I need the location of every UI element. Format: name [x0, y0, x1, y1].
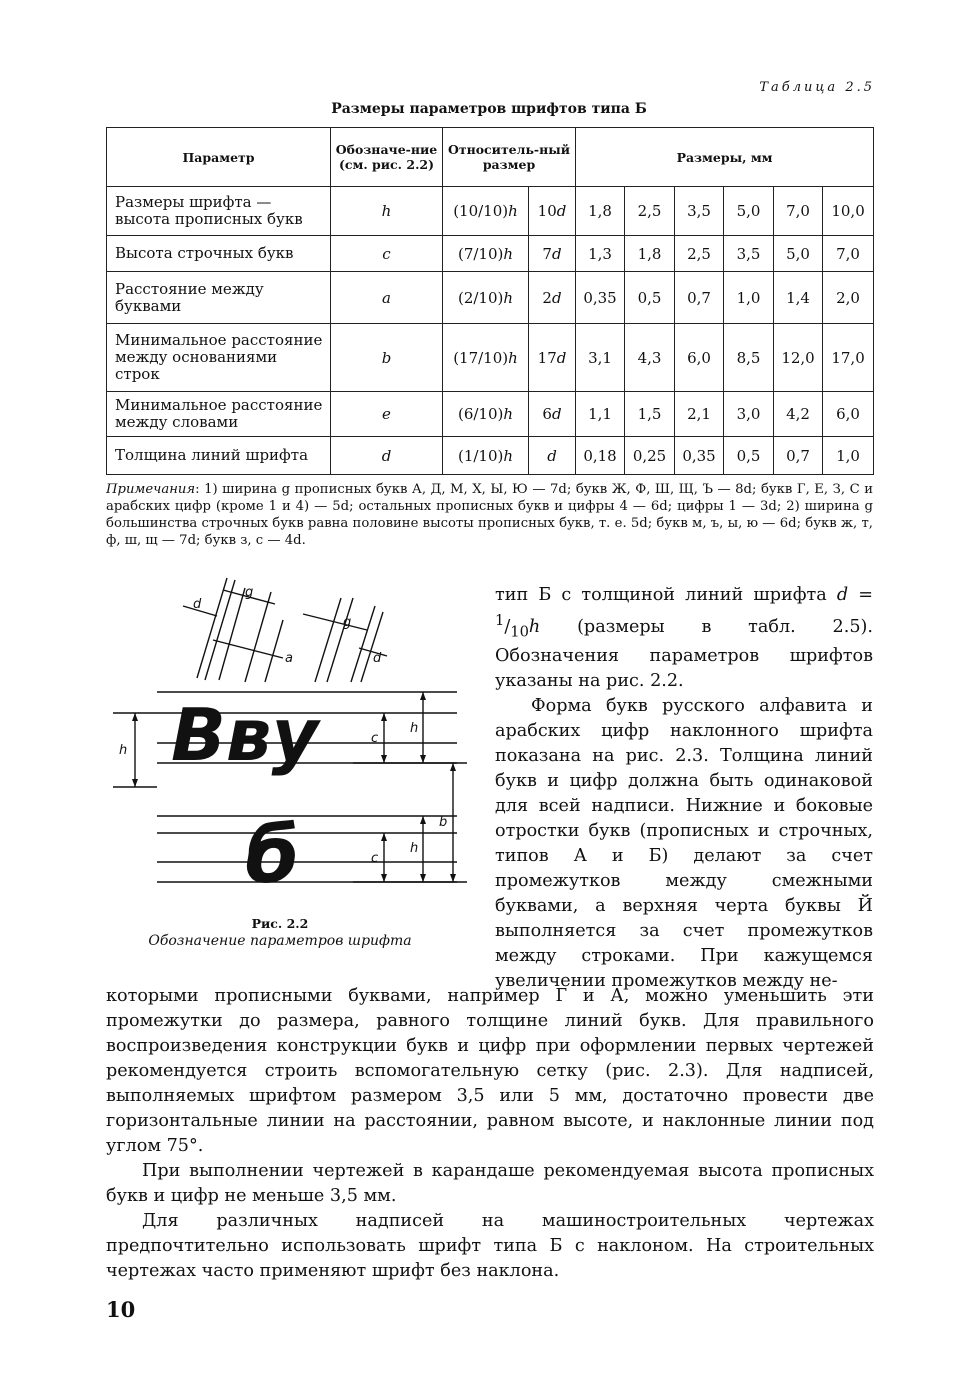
notes-label: Примечания: [106, 482, 196, 497]
rel-mult: 7: [542, 244, 552, 263]
p1-start: тип Б с толщиной линий шрифта: [495, 585, 827, 605]
paragraph-1: [495, 583, 873, 694]
paragraph-2-continued: которыми прописными буквами, например Г и А, можно уменьшить эти промежутки до размера, равного толщине линий букв. Для правильного воспроизведения конструкции букв и цифр при оформлении первых чертежей рекомендуется строить вспомогательную сетку (рис. 2.3). Для надписей, выполняемых шрифтом размером 3,5 или 5 мм, достаточно провести две горизонтальные линии на расстоянии, равном высоте, и наклонные линии под углом 75°.: [106, 986, 874, 1156]
figure-number: Рис. 2.2: [251, 916, 309, 931]
rel-d: d: [551, 244, 562, 263]
cell-size: 0,7: [675, 272, 724, 324]
rel-frac: (2/10): [457, 288, 504, 307]
slant-line: [197, 578, 227, 678]
cell-relative-d: [529, 187, 576, 236]
arrow: [420, 755, 426, 763]
table-row: [107, 392, 874, 437]
arrow: [381, 755, 387, 763]
p1-eq: =: [848, 585, 874, 605]
table-row: [107, 437, 874, 475]
font-parameters-figure: [105, 570, 470, 910]
table-row: [107, 324, 874, 392]
cell-size: 12,0: [774, 324, 823, 392]
cell-symbol: h: [331, 187, 443, 236]
header-relative: Относитель-ный размер: [443, 128, 576, 187]
cell-size: 0,7: [774, 437, 823, 475]
arrow: [420, 692, 426, 700]
cell-symbol: c: [331, 236, 443, 272]
label-d: d: [193, 597, 202, 612]
cell-size: 3,0: [724, 392, 774, 437]
cell-relative-d: [529, 324, 576, 392]
full-width-text: [106, 984, 874, 1284]
sample-uppercase: Bву: [171, 693, 319, 777]
arrow: [420, 874, 426, 882]
cell-size: 3,1: [576, 324, 625, 392]
rel-h: h: [503, 405, 514, 423]
label-c: c: [371, 731, 379, 746]
cell-size: 3,5: [724, 236, 774, 272]
arrow: [420, 816, 426, 824]
slant-line: [351, 606, 375, 682]
sample-lowercase: б: [245, 811, 300, 901]
rel-frac: (7/10): [457, 244, 504, 263]
cell-size: 2,1: [675, 392, 724, 437]
font-parameters-table: [106, 127, 874, 475]
arrow: [450, 763, 456, 771]
cell-relative-d: [529, 392, 576, 437]
cell-param: Расстояние между буквами: [107, 272, 331, 324]
cell-param: Минимальное расстояние между словами: [107, 392, 331, 437]
cell-relative-d: [529, 236, 576, 272]
arrow: [450, 874, 456, 882]
table-label: Таблица 2.5: [759, 80, 875, 95]
rel-d: d: [551, 288, 562, 307]
slant-line: [205, 580, 235, 680]
cell-size: 0,5: [724, 437, 774, 475]
rel-d: d: [556, 348, 567, 367]
cell-param: Минимальное расстояние между основаниями строк: [107, 324, 331, 392]
cell-relative: [443, 272, 529, 324]
cell-relative-d: [529, 437, 576, 475]
rel-h: h: [508, 202, 518, 220]
cell-size: 5,0: [774, 236, 823, 272]
paragraph-2-start: Форма букв русского алфавита и арабских цифр наклонного шрифта показана на рис. 2.3. Толщина линий букв и цифр должна быть одинаковой для всей надписи. Нижние и боковые отростки букв (прописных и строчных, типов А и Б) делают за счет промежутков между смежными буквами, а верхняя черта буквы Й выполняется за счет промежутков между строками. При кажущемся увеличении промежутков между не-: [495, 696, 873, 992]
cell-size: 1,4: [774, 272, 823, 324]
figure-caption: Обозначение параметров шрифта: [148, 933, 412, 949]
table-row: [107, 236, 874, 272]
cell-size: 8,5: [724, 324, 774, 392]
cell-param: Толщина линий шрифта: [107, 437, 331, 475]
notes-text: : 1) ширина g прописных букв А, Д, М, Х, Ы, Ю — 7d; букв Ж, Ф, Ш, Щ, Ъ — 8d; букв Г, Е, З, С и арабских цифр (кроме 1 и 4) — 5d; остальных прописных букв и цифры 4 — 6d; цифры 1 — 3d; 2) ширина g большинства строчных букв равна половине высоты прописных букв, т. е. 5d; букв м, ъ, ы, ю — 6d; букв ж, т, ф, ш, щ — 7d; букв з, с — 4d.: [106, 482, 873, 548]
cell-size: 1,8: [625, 236, 675, 272]
label-c2: c: [371, 851, 379, 866]
cell-size: 0,25: [625, 437, 675, 475]
cell-size: 1,3: [576, 236, 625, 272]
p1-rest: (размеры в табл. 2.5). Обозначения параметров шрифтов указаны на рис. 2.2.: [495, 616, 873, 692]
cell-size: 1,8: [576, 187, 625, 236]
rel-h: h: [503, 244, 514, 263]
p1-d: d: [836, 585, 849, 605]
label-h2: h: [410, 841, 419, 856]
cell-size: 1,0: [724, 272, 774, 324]
cell-size: 7,0: [823, 236, 874, 272]
slant-line: [219, 588, 245, 680]
rel-mult: 2: [542, 288, 552, 307]
rel-frac: (1/10): [457, 446, 504, 465]
slant-line: [361, 612, 383, 682]
label-g: g: [245, 585, 254, 600]
cell-size: 10,0: [823, 187, 874, 236]
paragraph-4: Для различных надписей на машиностроительных чертежах предпочтительно использовать шрифт типа Б с наклоном. На строительных чертежах часто применяют шрифт без наклона.: [106, 1211, 874, 1281]
label-d2: d: [373, 651, 382, 666]
cell-relative: [443, 324, 529, 392]
cell-size: 6,0: [675, 324, 724, 392]
cell-param: Высота строчных букв: [107, 236, 331, 272]
p1-num: 1: [495, 612, 505, 629]
cell-relative: [443, 236, 529, 272]
table-row: [107, 187, 874, 236]
rel-h: h: [503, 288, 514, 307]
cell-size: 4,2: [774, 392, 823, 437]
rel-mult: 10: [537, 202, 557, 220]
p1-den: 10: [510, 623, 529, 641]
table-header-row: [107, 128, 874, 187]
arrow: [132, 779, 138, 787]
cell-size: 1,0: [823, 437, 874, 475]
header-designation: Обозначе-ние (см. рис. 2.2): [331, 128, 443, 187]
cell-symbol: a: [331, 272, 443, 324]
cell-relative: [443, 437, 529, 475]
dim-line: [213, 640, 283, 658]
cell-size: 2,0: [823, 272, 874, 324]
header-sizes: Размеры, мм: [576, 128, 874, 187]
page-number: 10: [106, 1297, 136, 1322]
cell-relative: [443, 392, 529, 437]
cell-param: Размеры шрифта — высота прописных букв: [107, 187, 331, 236]
cell-size: 0,35: [576, 272, 625, 324]
rel-mult: 17: [537, 348, 557, 367]
cell-size: 2,5: [625, 187, 675, 236]
slant-line: [245, 592, 271, 682]
slant-line: [327, 598, 353, 682]
cell-size: 0,5: [625, 272, 675, 324]
rel-h: h: [503, 446, 514, 465]
cell-relative-d: [529, 272, 576, 324]
cell-size: 1,5: [625, 392, 675, 437]
rel-d: d: [547, 446, 557, 465]
header-param: Параметр: [107, 128, 331, 187]
table-title: Размеры параметров шрифтов типа Б: [331, 101, 647, 117]
label-g2: g: [343, 615, 352, 630]
p1-slash: /: [504, 616, 511, 637]
arrow: [381, 874, 387, 882]
rel-frac: (10/10): [453, 202, 509, 220]
label-a: a: [285, 651, 293, 666]
rel-frac: (17/10): [453, 348, 509, 367]
slant-line: [315, 598, 341, 682]
cell-size: 6,0: [823, 392, 874, 437]
right-column-text: [495, 583, 873, 994]
arrow: [381, 713, 387, 721]
cell-size: 3,5: [675, 187, 724, 236]
slant-line: [265, 620, 283, 682]
arrow: [132, 713, 138, 721]
cell-size: 7,0: [774, 187, 823, 236]
arrow: [381, 833, 387, 841]
rel-d: d: [556, 202, 567, 220]
cell-size: 0,35: [675, 437, 724, 475]
label-h-left: h: [119, 743, 128, 758]
cell-size: 2,5: [675, 236, 724, 272]
paragraph-3: При выполнении чертежей в карандаше рекомендуемая высота прописных букв и цифр не меньше 3,5 мм.: [106, 1161, 874, 1206]
cell-relative: [443, 187, 529, 236]
p1-h: h: [528, 616, 541, 637]
cell-symbol: d: [331, 437, 443, 475]
table-notes: [106, 481, 873, 549]
cell-size: 5,0: [724, 187, 774, 236]
rel-mult: 6: [542, 405, 552, 423]
label-b: b: [439, 815, 448, 830]
cell-symbol: b: [331, 324, 443, 392]
table-row: [107, 272, 874, 324]
cell-size: 0,18: [576, 437, 625, 475]
rel-h: h: [508, 348, 518, 367]
cell-size: 1,1: [576, 392, 625, 437]
cell-size: 17,0: [823, 324, 874, 392]
rel-d: d: [551, 405, 562, 423]
cell-size: 4,3: [625, 324, 675, 392]
label-h: h: [410, 721, 419, 736]
cell-symbol: e: [331, 392, 443, 437]
rel-frac: (6/10): [457, 405, 504, 423]
